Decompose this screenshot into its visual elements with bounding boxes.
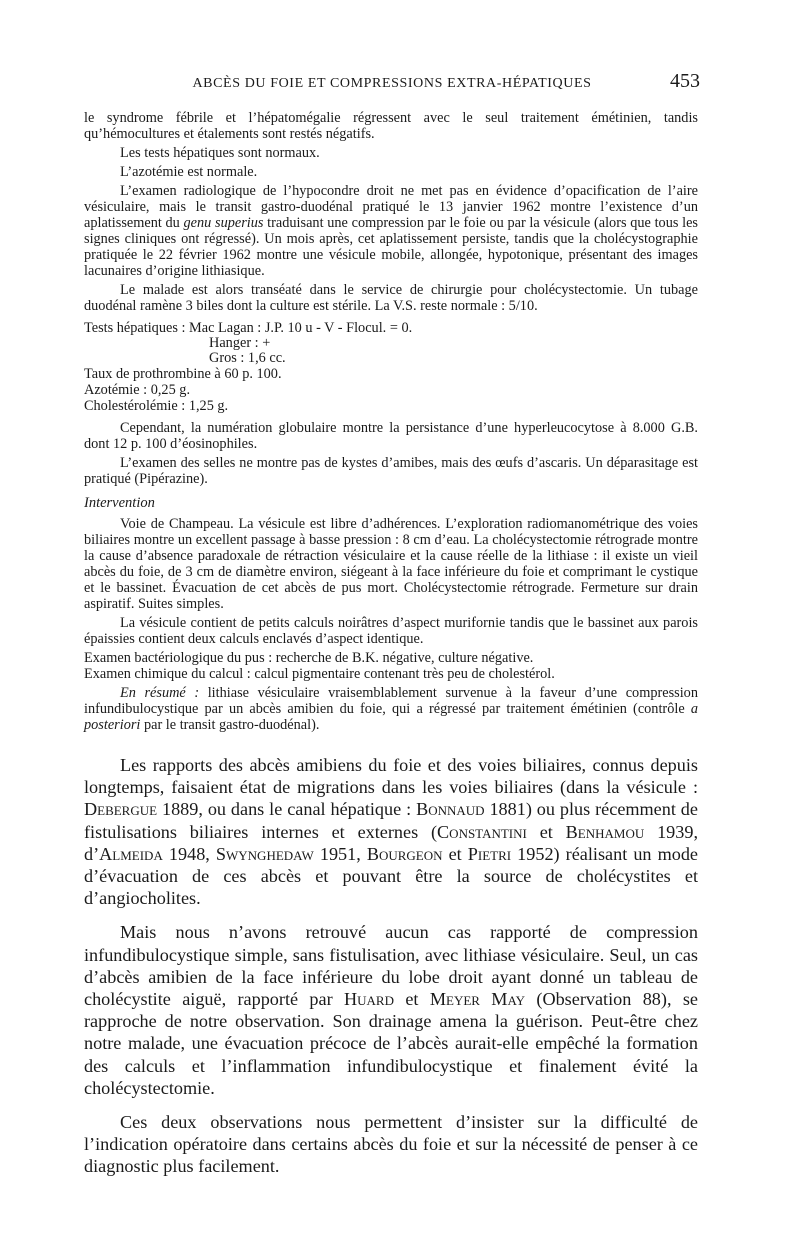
author-name: Pietri: [467, 843, 512, 864]
author-name: Almeida: [99, 843, 163, 864]
discussion-paragraph: [84, 754, 698, 909]
text-run: 1952) réalisant un mode d’évacuation de ces abcès et pouvant être la source de cholécystites et d’angiocholites.: [84, 843, 698, 909]
text-run: L’examen radiologique de l’hypocondre droit ne met pas en évidence d’opacification de l’aire vésiculaire, mais le transit gastro-duodénal pratiqué le 13 janvier 1962 montre l’existence d’un aplatissement du: [84, 183, 698, 231]
intervention-paragraph: La vésicule contient de petits calculs noirâtres d’aspect murifornie tandis que le bassinet aux parois épaissies contient deux calculs enclavés d’aspect identique.: [84, 615, 698, 647]
text-run: Mais nous n’avons retrouvé aucun cas rapporté de compression infundibulocystique simple, sans fistulisation, avec lithiase vésiculaire. Seul, un cas d’abcès amibien de la face inférieure du lobe droit ayant donné un tableau de cholécystite aiguë, rapporté par: [84, 922, 698, 1010]
discussion-section: [84, 754, 698, 1178]
text-run: Les rapports des abcès amibiens du foie et des voies biliaires, connus depuis longtemps, faisaient état de migrations dans les voies biliaires (dans la vésicule :: [84, 755, 698, 798]
text-run: et: [394, 989, 430, 1010]
summary-paragraph: [84, 685, 698, 733]
section-heading: Intervention: [84, 495, 155, 511]
text-run: 1951,: [313, 843, 367, 864]
summary-label: En résumé :: [120, 685, 200, 701]
observation-paragraph: L’azotémie est normale.: [120, 164, 258, 180]
lab-result-line: Taux de prothrombine à 60 p. 100.: [84, 366, 282, 382]
italic-term: genu superius: [183, 215, 264, 231]
observation-paragraph: Cependant, la numération globulaire montre la persistance d’une hyperleucocytose à 8.000 G.B. dont 12 p. 100 d’éosinophiles.: [84, 420, 698, 452]
lab-result-line: Tests hépatiques : Mac Lagan : J.P. 10 u - V - Flocul. = 0.: [84, 320, 413, 336]
observation-paragraph: L’examen des selles ne montre pas de kystes d’amibes, mais des œufs d’ascaris. Un déparasitage est pratiqué (Pipérazine).: [84, 455, 698, 487]
lab-result-line: Azotémie : 0,25 g.: [84, 382, 191, 398]
text-run: 1939, d’: [84, 821, 698, 864]
running-title: ABCÈS DU FOIE ET COMPRESSIONS EXTRA-HÉPATIQUES: [192, 76, 592, 91]
page-body: [84, 110, 698, 1190]
intervention-paragraph: Examen chimique du calcul : calcul pigmentaire contenant très peu de cholestérol.: [84, 666, 555, 682]
text-run: par le transit gastro-duodénal).: [140, 717, 320, 733]
lab-result-line: Hanger : +: [209, 335, 271, 351]
lab-result-line: Gros : 1,6 cc.: [209, 350, 286, 366]
discussion-paragraph: Ces deux observations nous permettent d’insister sur la difficulté de l’indication opératoire dans certains abcès du foie et sur la nécessité de penser à ce diagnostic plus facilement.: [84, 1112, 698, 1177]
text-run: et: [526, 821, 566, 842]
page-number: 453: [670, 70, 700, 92]
lab-result-line: Cholestérolémie : 1,25 g.: [84, 398, 229, 414]
observation-paragraph: Le malade est alors transéaté dans le service de chirurgie pour cholécystectomie. Un tubage duodénal ramène 3 biles dont la culture est stérile. La V.S. reste normale : 5/10.: [84, 282, 698, 314]
page-header: [84, 68, 700, 98]
author-name: Swynghedaw: [215, 843, 314, 864]
italic-term: a posteriori: [84, 701, 698, 733]
author-name: Benhamou: [565, 821, 645, 842]
lab-results: [84, 320, 698, 414]
intervention-paragraph: Examen bactériologique du pus : recherche de B.K. négative, culture négative.: [84, 650, 534, 666]
author-name: Meyer May: [429, 989, 526, 1010]
author-name: Huard: [344, 989, 394, 1010]
observation-paragraph: le syndrome fébrile et l’hépatomégalie régressent avec le seul traitement émétinien, tandis qu’hémocultures et étalements sont restés négatifs.: [84, 110, 698, 142]
text-run: (Observation 88), se rapproche de notre observation. Son drainage amena la guérison. Peut-être chez notre malade, une évacuation précoce de l’abcès aurait-elle empêché la formation des calculs et l’inflammation infundibulocystique et finalement évité la cholécystectomie.: [84, 989, 698, 1098]
text-run: et: [442, 843, 468, 864]
author-name: Constantini: [437, 821, 527, 842]
text-run: 1889, ou dans le canal hépatique :: [157, 799, 417, 820]
observation-section: [84, 110, 698, 733]
text-run: traduisant une compression par le foie ou par la vésicule (alors que tous les signes cliniques ont régressé). Un mois après, cet aplatissement persiste, tandis que la cholécystographie pratiquée le 22 février 1962 montre une vésicule mobile, allongée, hypotonique, présentant des images lacunaires d’origine lithiasique.: [84, 215, 698, 279]
author-name: Bonnaud: [416, 799, 485, 820]
author-name: Debergue: [84, 799, 158, 820]
text-run: 1948,: [162, 843, 216, 864]
text-run: lithiase vésiculaire vraisemblablement survenue à la faveur d’une compression infundibulocystique par un abcès amibien du foie, qui a régressé par traitement émétinien (contrôle: [84, 685, 698, 717]
author-name: Bourgeon: [366, 843, 443, 864]
text-run: 1881) ou plus récemment de fistulisations biliaires internes et externes (: [84, 799, 698, 842]
observation-paragraph: Les tests hépatiques sont normaux.: [120, 145, 320, 161]
discussion-paragraph: [84, 921, 698, 1099]
observation-paragraph: [84, 183, 698, 279]
intervention-paragraph: Voie de Champeau. La vésicule est libre d’adhérences. L’exploration radiomanométrique des voies biliaires montre un excellent passage à basse pression : 8 cm d’eau. La cholécystectomie rétrograde montre la cause d’absence paradoxale de rétraction vésiculaire et la cause réelle de la lithiase : il existe un vieil abcès du foie, de 3 cm de diamètre environ, siégeant à la face inférieure du foie et comprimant le cystique et le bassinet. Évacuation de cet abcès de pus mort. Cholécystectomie rétrograde. Fermeture sur drain aspiratif. Suites simples.: [84, 516, 698, 612]
